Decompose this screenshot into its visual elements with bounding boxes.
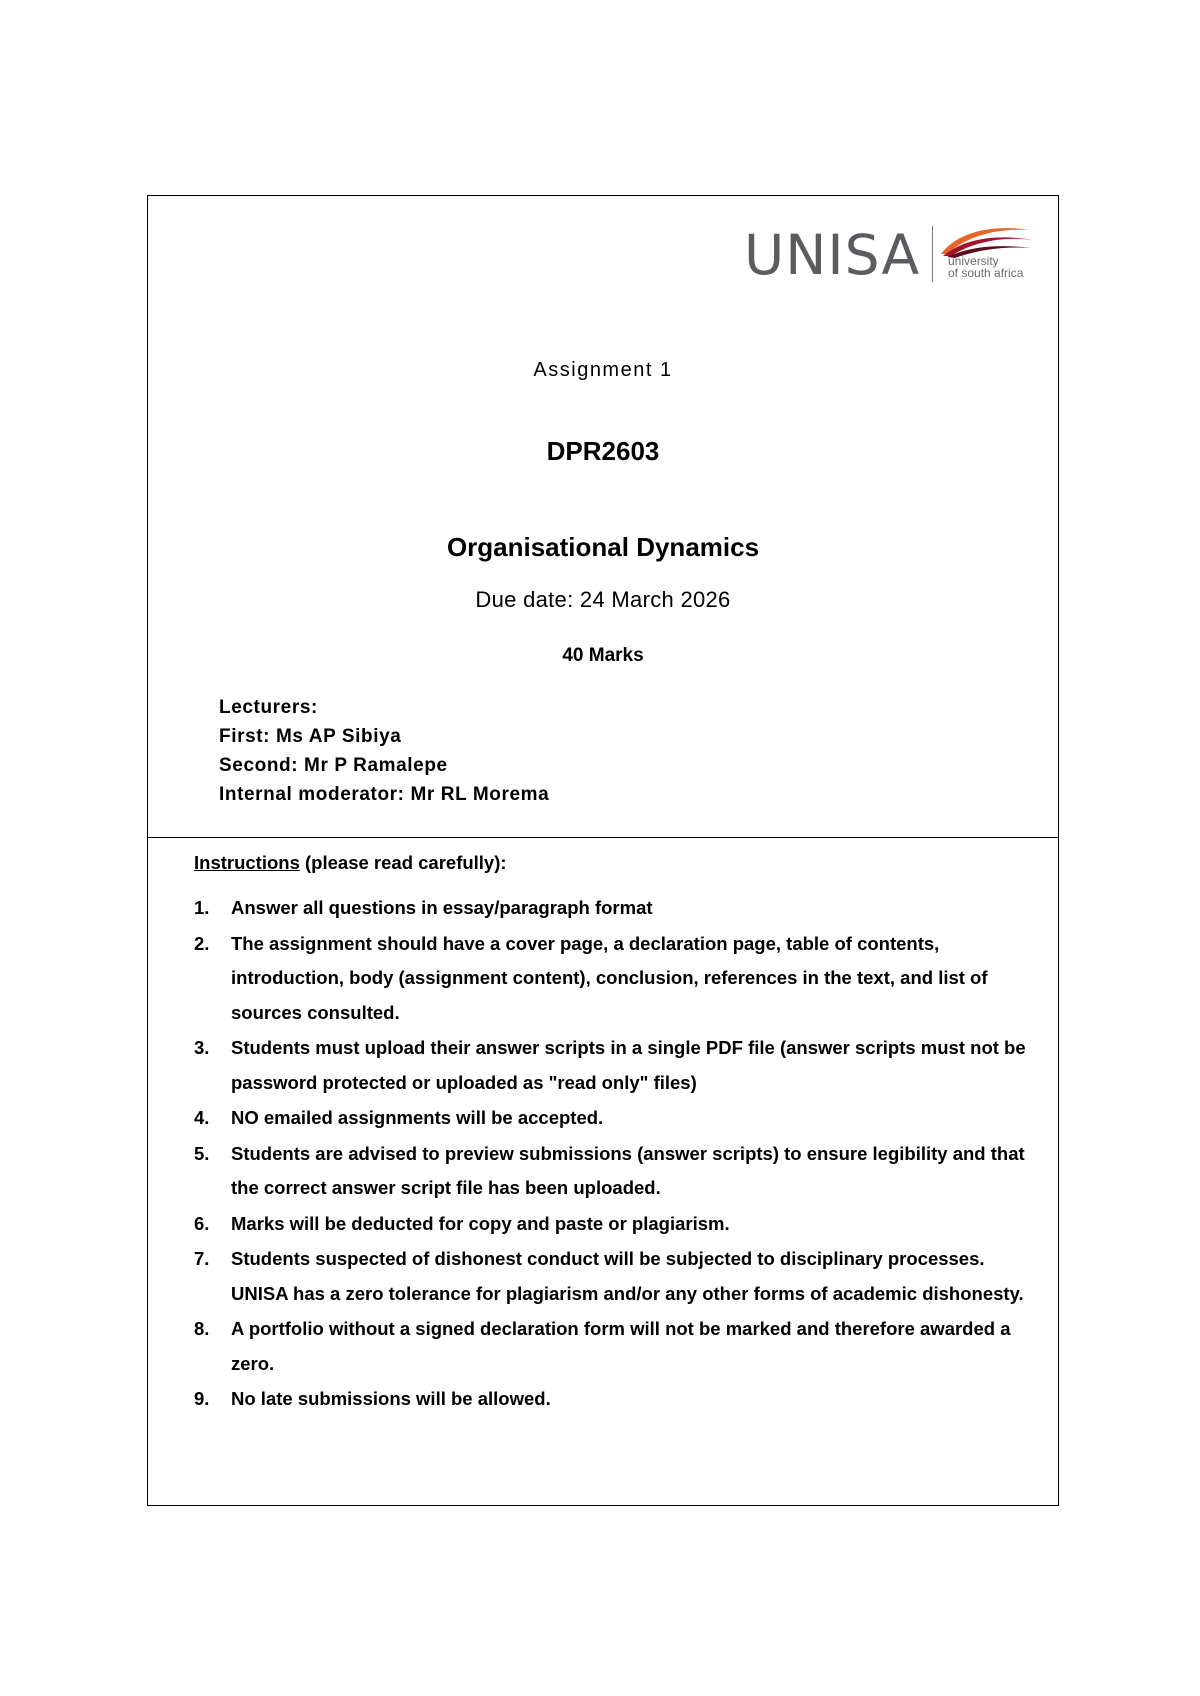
instructions-heading [194, 850, 1034, 876]
instruction-text: No late submissions will be allowed. [231, 1388, 551, 1409]
lecturers-heading: Lecturers: [219, 697, 318, 718]
instruction-text: The assignment should have a cover page, a declaration page, table of contents, introduction, body (assignment content), conclusion, references in the text, and list of sources consulted. [231, 932, 988, 1023]
instruction-text: NO emailed assignments will be accepted. [231, 1107, 604, 1128]
logo-subtext-line2: of south africa [948, 266, 1024, 280]
instruction-text: Students must upload their answer scripts in a single PDF file (answer scripts must not be password protected or uploaded as "read only" files) [231, 1037, 1026, 1093]
instruction-text: Students are advised to preview submissions (answer scripts) to ensure legibility and that the correct answer script file has been uploaded. [231, 1142, 1025, 1198]
logo-wordmark: UNISA [744, 223, 921, 287]
instruction-number: 2. [194, 932, 210, 954]
instruction-text: Answer all questions in essay/paragraph format [231, 897, 653, 918]
instructions-heading-label: Instructions [194, 852, 300, 873]
instruction-number: 3. [194, 1037, 210, 1058]
unisa-logo [744, 220, 1044, 290]
logo-divider [932, 226, 933, 282]
instruction-item [194, 891, 1034, 926]
instruction-item [194, 1312, 1034, 1381]
assignment-label: Assignment 1 [533, 359, 673, 381]
instruction-text: A portfolio without a signed declaration form will not be marked and therefore awarded a zero. [231, 1318, 1011, 1374]
instruction-number: 9. [194, 1388, 210, 1409]
instructions-list [194, 891, 1034, 1417]
module-title: Organisational Dynamics [446, 532, 760, 562]
instruction-number: 8. [194, 1318, 210, 1339]
instruction-number: 4. [194, 1107, 210, 1128]
module-code: DPR2603 [546, 436, 660, 466]
instruction-item [194, 1207, 1034, 1242]
instructions-section [194, 850, 1034, 1418]
first-lecturer: First: Ms AP Sibiya [219, 726, 402, 747]
instruction-number: 5. [194, 1142, 210, 1164]
logo-subtext [948, 255, 1023, 279]
instruction-item [194, 1242, 1034, 1311]
cover-page-frame [147, 195, 1059, 1506]
instruction-item [194, 1137, 1034, 1206]
due-date: Due date: 24 March 2026 [475, 587, 731, 612]
instruction-number: 1. [194, 897, 210, 918]
instruction-number: 7. [194, 1248, 210, 1269]
instruction-number: 6. [194, 1212, 210, 1234]
lecturers-block [219, 693, 549, 809]
unisa-emblem-icon [937, 224, 1037, 258]
instruction-text: Students suspected of dishonest conduct will be subjected to disciplinary processes. UNISA has a zero tolerance for plagiarism and/or any other forms of academic dishonesty. [231, 1248, 1024, 1304]
instruction-item [194, 1101, 1034, 1136]
instructions-heading-note: (please read carefully): [299, 852, 507, 873]
internal-moderator: Internal moderator: Mr RL Morema [219, 784, 550, 805]
instruction-item [194, 927, 1034, 1031]
cover-header-section [148, 196, 1058, 838]
instruction-item [194, 1382, 1034, 1417]
instruction-text: Marks will be deducted for copy and paste or plagiarism. [231, 1212, 730, 1234]
logo-subtext-line1: university [948, 254, 999, 268]
instruction-item [194, 1031, 1034, 1100]
total-marks: 40 Marks [562, 645, 644, 666]
second-lecturer: Second: Mr P Ramalepe [219, 755, 448, 776]
